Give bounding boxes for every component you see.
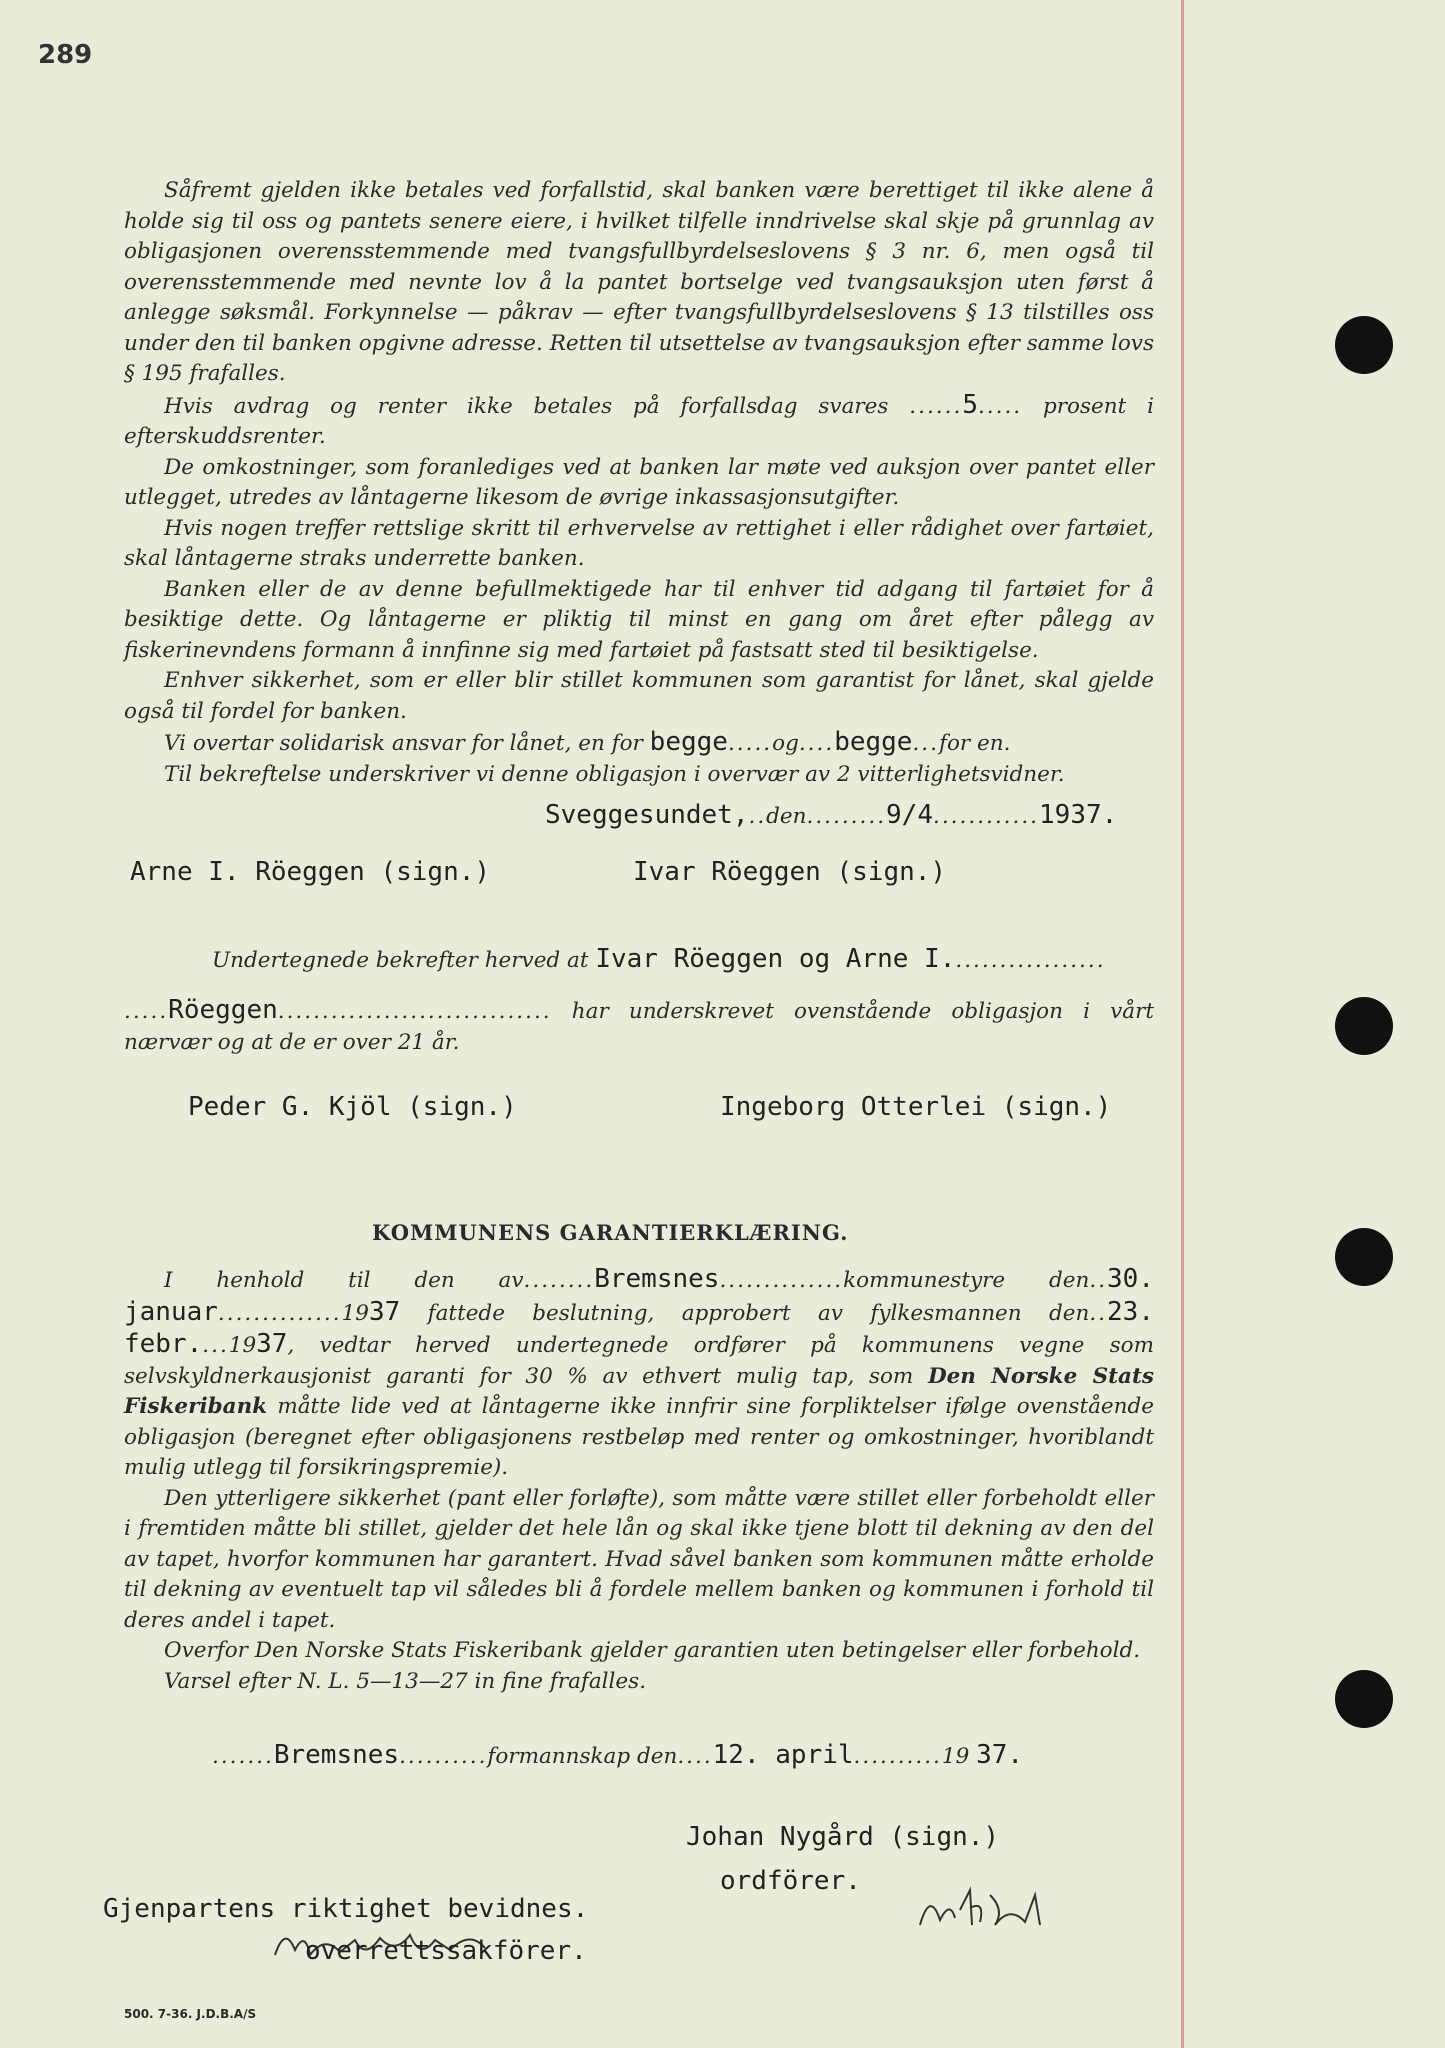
signer-2: Ivar Röeggen (sign.) bbox=[633, 857, 947, 887]
paragraph-inspection: Banken eller de av denne befullmektigede har til enhver tid adgang til fartøiet for å besiktige dette. Og låntagerne er pliktig til minst en gang om året efter pålegg av fiskerinevndens formann å innfinne sig med fartøiet på fastsatt sted til besiktigelse. bbox=[124, 576, 1154, 663]
mayor-title: ordförer. bbox=[720, 1866, 861, 1896]
paragraph-confirmation: Til bekreftelse underskriver vi denne obligasjon i overvær av 2 vitterlighetsvidner. bbox=[164, 761, 1065, 787]
paragraph-security: Enhver sikkerhet, som er eller blir stillet kommunen som garantist for lånet, skal gjelde også til fordel for banken. bbox=[124, 668, 1154, 724]
guarantee-heading: KOMMUNENS GARANTIERKLÆRING. bbox=[372, 1220, 849, 1245]
paragraph-default: Såfremt gjelden ikke betales ved forfallstid, skal banken være berettiget til ikke alene å holde sig til oss og pantets senere eiere, i hvilket tilfelle inndrivelse skal skje på grunnlag av obligasjonen overensstemmende med tvangsfullbyrdelseslovens § 3 nr. 6, men også til overensstemmende med nevnte lov å la pantet bortselge ved tvangsauksjon uten først å anlegge søksmål. Forkynnelse — påkrav — efter tvangsfullbyrdelseslovens § 13 tilstilles oss under den til banken opgivne adresse. Retten til utsettelse av tvangsauksjon efter samme lovs § 195 frafalles. bbox=[124, 178, 1154, 386]
signer-1: Arne I. Röeggen (sign.) bbox=[130, 857, 491, 887]
paragraph-costs: De omkostninger, som foranlediges ved at banken lar møte ved auksjon over pantet eller utlegget, utredes av låntagerne likesom de øvrige inkassasjonsutgifter. bbox=[124, 454, 1154, 510]
witness-names: Ivar Röeggen og Arne I. bbox=[595, 944, 956, 974]
witness-text: .....Röeggen............................... har underskrevet ovenstående obligasjon i vårt nærvær og at de er over 21 år. bbox=[124, 995, 1154, 1055]
formannskap-line: .......Bremsnes..........formannskap den....12. april..........19 37. bbox=[212, 1740, 1024, 1770]
obligation-text bbox=[124, 176, 1154, 790]
punch-hole bbox=[1335, 997, 1393, 1055]
punch-hole bbox=[1335, 1228, 1393, 1286]
witness-1: Peder G. Kjöl (sign.) bbox=[188, 1092, 517, 1122]
date: 9/4 bbox=[886, 800, 933, 830]
certifier-title: overrettssakförer. bbox=[305, 1936, 587, 1966]
paragraph-rights: Hvis nogen treffer rettslige skritt til erhvervelse av rettighet i eller rådighet over fartøiet, skal låntagerne straks underrette banken. bbox=[124, 515, 1154, 571]
place-date-line: Sveggesundet,..den.........9/4............1937. bbox=[545, 800, 1118, 830]
paragraph-further-security: Den ytterligere sikkerhet (pant eller forløfte), som måtte være stillet eller forbeholdt eller i fremtiden måtte bli stillet, gjelder det hele lån og skal ikke tjene blott til dekning av den del av tapet, hvorfor kommunen har garantert. Hvad såvel banken som kommunen måtte erholde til dekning av eventuelt tap vil således bli å fordele mellem banken og kommunen i forhold til deres andel i tapet. bbox=[124, 1485, 1154, 1633]
footer-print-code: 500. 7-36. J.D.B.A/S bbox=[124, 2007, 257, 2021]
paragraph-liability: Vi overtar solidarisk ansvar for lånet, en for begge.....og....begge...for en. bbox=[164, 727, 1011, 757]
place: Sveggesundet, bbox=[545, 800, 749, 830]
interest-rate: 5 bbox=[962, 389, 978, 420]
punch-hole bbox=[1335, 1670, 1393, 1728]
witness-2: Ingeborg Otterlei (sign.) bbox=[720, 1092, 1112, 1122]
guarantee-text bbox=[124, 1264, 1154, 1697]
paragraph-unconditional: Overfor Den Norske Stats Fiskeribank gjelder garantien uten betingelser eller forbehold. bbox=[164, 1638, 1141, 1663]
witness-line-1: Undertegnede bekrefter herved at Ivar Röeggen og Arne I.................. bbox=[212, 944, 1106, 974]
paragraph-notice: Varsel efter N. L. 5—13—27 in fine frafalles. bbox=[164, 1668, 647, 1694]
handwritten-initials bbox=[910, 1880, 1100, 1940]
punch-hole bbox=[1335, 316, 1393, 374]
certification: Gjenpartens riktighet bevidnes. bbox=[103, 1894, 589, 1924]
mayor-signature: Johan Nygård (sign.) bbox=[686, 1822, 1000, 1852]
page-number: 289 bbox=[38, 40, 93, 70]
paragraph-interest: Hvis avdrag og renter ikke betales på forfallsdag svares ......5..... prosent i efterskuddsrenter. bbox=[124, 389, 1154, 449]
paragraph-guarantee: I henhold til den av........Bremsnes..............kommunestyre den..30. januar..............1937 fattede beslutning, approbert av fylkesmannen den..23. febr....1937, vedtar herved undertegnede ordfører på kommunens vegne som selvskyldnerkausjonist garanti for 30 % av ethvert mulig tap, som Den Norske Stats Fiskeribank måtte lide ved at låntagerne ikke innfrir sine forpliktelser ifølge ovenstående obligasjon (beregnet efter obligasjonens restbeløp med renter og omkostninger, hvoriblandt mulig utlegg til forsikringspremie). bbox=[124, 1264, 1154, 1480]
